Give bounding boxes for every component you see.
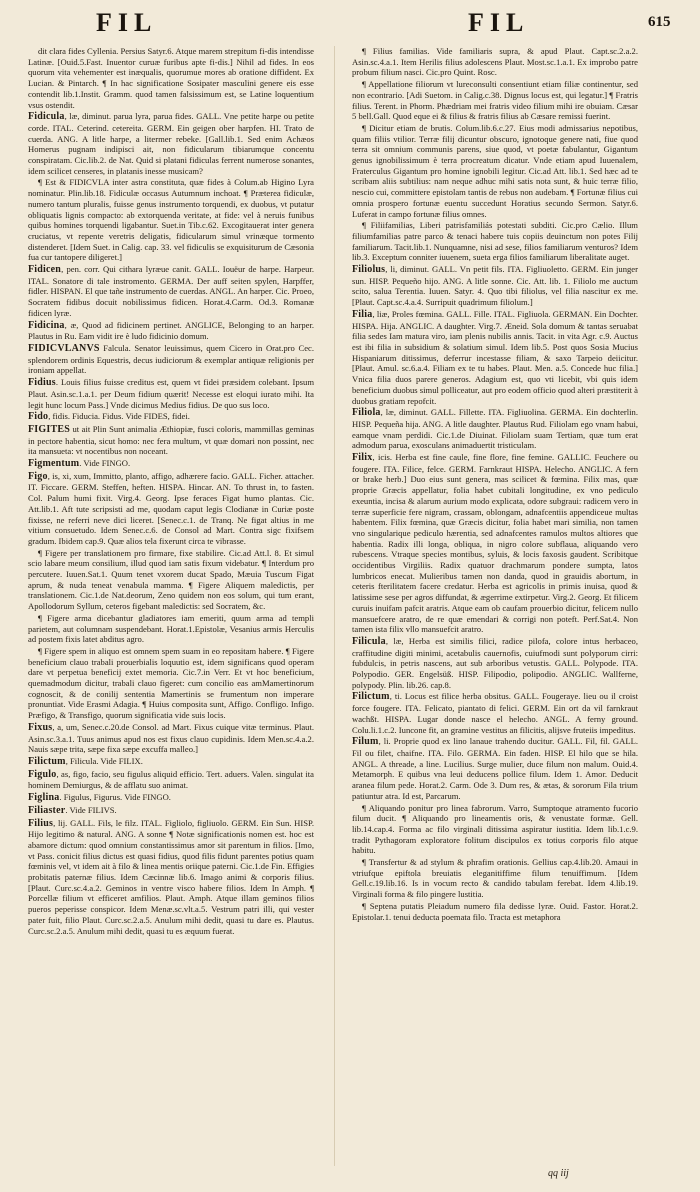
entry-text: , as, figo, facio, seu figulus aliquid efficio. Tert. aduers. Valen. singulat ita hominem Demiurgus, & de afflatu suo animat. bbox=[28, 768, 314, 791]
dictionary-entry bbox=[28, 792, 314, 804]
entry-text: , liæ, Proles fœmina. GALL. Fille. ITAL. Figliuola. GERMAN. Ein Dochter. HISPA. Hija. ANGLIC. A daughter. Virg.7. Æneid. Sola domum & tantas seruabat filia sedes Iam matura viro, iam plenis nubilis annis. Tacit. in vita Agr. c.9. Auctus est ibi filia in subsidium & solatium simul. Idem lib.5. Post quos Sosia Mucius Hispaniarum ditissimus, deferrur incestasse filiam, & saxo Tarpeio deiicitur. [Plaut. Amul. sc.6.a.4. Filiam ex te tu habes. Plaut. Men. a.5. Concede huc filia.] Vnica filia duos parere generos. Adagium est, quo vti licebit, vbi quis idem beneficium duobus simul polliceatur, aut pro eodem officio quod alteri præstiterit à duobus gratiam repofcit. bbox=[352, 308, 638, 406]
dictionary-entry bbox=[352, 407, 638, 451]
entry-text: ¶ Filius familias. Vide familiaris supra, & apud Plaut. Capt.sc.2.a.2. Asin.sc.4.a.1. Item Herilis filius adolescens Plaut. Most.sc.1.a.1. Ex improbo patre probum filium nasci. Cic.pro Quint. Rosc. bbox=[352, 46, 638, 78]
left-column bbox=[28, 46, 314, 1166]
dictionary-entry bbox=[28, 548, 314, 612]
entry-text: , lij. GALL. Fils, le filz. ITAL. Figliolo, figliuolo. GERM. Ein Sun. HISP. Hijo legitimo & natural. ANG. A sonne ¶ Notæ significationis nomen est. hoc est abamore dictum: quod omnium constantissimus amor sit parentum in filios. [Imo, vt Pass. conicit filius dictus est quasi fidius, quod filis fidunt parentes potius quam fœminis vel, vt idem ait à filo & linea mentis oriique paterni. Cic.1.de Fin. Effigies probitatis paternæ filius. Idem Cæcinnæ lib.6. Imago animi & corporis filius. [Plaut. Curc.sc.4.a.2. Geminos in ventre visco habere filios. Idem In Amph. ¶ Porcellæ filium vt efficeret amfilios. Plaut. Amph. Atque illam geminos filios pueros peperisse conspicor. Idem Menæ.sc.vlt.a.5. Vestrum patri illi, qui vester pater fuit, filio Plaut. Curc.sc.2.a.5. Anulum mihi dedit, quasi tu dare es. Plautus. Curc.sc.2.a.5. Anulum mihi dedit, quasi tu es æquum fuerat. bbox=[28, 817, 314, 936]
entry-text: Falcula. Senator leuissimus, quem Cicero in Orat.pro Cec. splendorem ordinis Equestris, decus iudiciorum & exemplar antiquæ religionis per ironiam appellat. bbox=[28, 342, 314, 376]
dictionary-entry bbox=[352, 79, 638, 122]
entry-text: , li. Proprie quod ex lino lanaue trahendo ducitur. GALL. Fil, fil. GALL. Fil ou filet, chaifne. ITA. Filo. GERMA. Ein faden. HISP. El hilo que se hila. ANGL. A threade, a line. Lucilius. Surge mulier, duce filum non malum. Ouid.4. Metamorph. E quibus vna leui deducens pollice filum. Idem 1. Amor. Deducit aranea filum pede. Horat.2. Carm. Ode 3. Dum res, & ætas, & sororum Fila trium patiuntur atra. Id est, Parcarum. bbox=[352, 736, 638, 801]
entry-headword: Figlina bbox=[28, 792, 60, 804]
dictionary-entry bbox=[28, 756, 314, 768]
entry-headword: FIGITES bbox=[28, 423, 70, 435]
entry-headword: Fidius bbox=[28, 377, 56, 389]
entry-headword: Filia bbox=[352, 308, 373, 320]
entry-text: . Louis filius fuisse creditus est, quem vt fidei præsidem colebant. Ipsum Plaut. Asin.sc.1.a.1. per Deum fidium quærit! Necesse est eloqui iurato mihi. Ita legit hunc locum Pass.] Vnde dicimus Medius fidius. De quo sus loco. bbox=[28, 377, 314, 410]
entry-headword: Figulo bbox=[28, 768, 57, 780]
entry-text: , a, um, Senec.c.20.de Consol. ad Mart. Fixus cuique vitæ terminus. Plaut. Asin.sc.3.a.1. Tuus animus apud nos est fixus clauo cupidinis. Idem Men.sc.4.a.2. Nauis sæpe trita, sæpe fixa sæpe excuffa malleo.] bbox=[28, 721, 314, 755]
running-head-right: FIL bbox=[468, 8, 530, 37]
dictionary-entry bbox=[28, 424, 314, 457]
entry-text: , læ, diminut. GALL. Fillette. ITA. Figliuolina. GERMA. Ein dochterlin. HISP. Pequeña hija. ANG. A litle daughter. Plautus Rud. Filiolam ego vnam habui, eamque vnam perdidi. Cic.1.de Diuinat. Filiolam suam Tertiam, quæ tum erat admodum parua, exosculans animaduertit tristiculam. bbox=[352, 407, 638, 451]
dictionary-entry bbox=[352, 691, 638, 735]
dictionary-entry bbox=[28, 722, 314, 755]
dictionary-entry bbox=[352, 803, 638, 857]
entry-text: . Vide FINGO. bbox=[79, 458, 131, 469]
entry-headword: Fidicen bbox=[28, 264, 62, 276]
entry-text: , pen. corr. Qui cithara lyræue canit. GALL. Iouëur de harpe. Harpeur. ITAL. Sonatore di tale instromento. GERMA. Der auff seiten spylen, Harpffer, fidler. HISPAN. El que tañe instrumento de cuerdas. ANGL. An harper. Cic. Proeo, Socratem fidibus docuit nobilissimus fidicen. Horat.4.Carm. Od.3. Romanæ fidicen lyræ. bbox=[28, 264, 314, 318]
column-gutter bbox=[334, 46, 335, 1166]
dictionary-entry bbox=[28, 343, 314, 376]
dictionary-entry bbox=[28, 177, 314, 263]
entry-headword: Figo bbox=[28, 470, 48, 482]
entry-text: , fidis. Fiducia. Fidus. Vide FIDES, fidei. bbox=[48, 411, 190, 422]
entry-text: , is, xi, xum, Immitto, planto, affigo, adhærere facio. GALL. Ficher. attacher. IT. Ficcare. GERM. Steffen, heften. HISPA. Hincar. AN. To thrust in, to fasten. Col. Palum humi fixit. Virg.4. Georg. Ipse feraces Figat humo plantas. Cic. Att.lib.1. Aft tute scripsisti ad me, quodam caput legis Clodianæ in Curiæ poste fixisse, ne referri neve dici liceret. [Senec.c.1. de Tranq. Ne figat altius in me vitium consuetudo. Idem Senec.c.6. de Consol ad Mart. Contra sigc fixifsem gradum. Ibidem cap.9. Quæ alios tela fixerunt circa te vibrasse. bbox=[28, 470, 314, 546]
entry-headword: Fido bbox=[28, 411, 49, 423]
entry-text: ut ait Plin Sunt animalia Æthiopiæ, fusci coloris, mammillas geminas in pectore habentia, sicut homo: nec fera multum, vt quæ domari non possint, nec ita mansueta: vt nocentibus non noceant. bbox=[28, 423, 314, 457]
entry-headword: Filicula bbox=[352, 635, 386, 647]
page-number: 615 bbox=[648, 14, 671, 30]
dictionary-entry bbox=[28, 46, 314, 110]
entry-headword: Filiaster bbox=[28, 804, 66, 816]
entry-text: ¶ Figere arma dicebantur gladiatores iam emeriti, quum arma ad templi parietem, aut columnam suspendebant. Horat.1.Epistolæ, Vesanius armis Herculis ad postem fixis latet abditus agro. bbox=[28, 612, 314, 645]
entry-text: , Filicula. Vide FILIX. bbox=[65, 756, 143, 766]
entry-text: ¶ Filiifamilias, Liberi patrisfamiliás potestati subditi. Cic.pro Cælio. Illum filiumfamilias patre parco & tenaci habere tuis copiis deuinctum non potes Filij familiarum. Tacit.lib.1. Nunquamne, nisi ad sese, filios familiarum venturos? Idem lib.3. Exceptum conniter iuuenem, sueta erga filios familiarum liberalitate auget. bbox=[352, 220, 638, 263]
dictionary-entry bbox=[352, 857, 638, 900]
dictionary-entry bbox=[28, 458, 314, 470]
dictionary-entry bbox=[352, 736, 638, 801]
entry-text: , icis. Herba est fine caule, fine flore, fine femine. GALLIC. Feuchere ou fougere. ITA. Filice, felce. GERM. Farnkraut HISPA. Helecho. ANGLIC. A fern or brake herb.] Duo eius sunt genera, mas scilicet & fœmina. Filix mas, quæ proprie Græcis appellatur, folia habet cubitali longitudine, ex vno pediculo exeuntia, incisa & alarum aurium modo explicata, odore subgraui: radicem vero in terræ superficie fere nigram, crassam, oblongam, adnafcentiis appendiceue multas habentem. Filix fœmina, quæ Græcis dicitur, folia habet mari similia, non tamen vno singularique pediculo hærentia, sed adnafcentes ramulos multos altiores que habentia. Radix illi longa, obliqua, in nigro colore subflaua, aliquando vero rubescens. Vtraque species montibus, syluis, & locis faxosis gaudent. Scribitque occidentibus Virgiliis. Radix quatuor drachmarum pondere sumpta, latos lumbricos enecat. Mulieribus tamen non danda, quod in grauidis abortum, in ceteris fterilitatem facere credatur. Herba est agricolis in primis inuisa, quod & latissime sese per agros diffundat, & ægerrime extirpetur. Virg.2. Georg. Et filicem curuis inuifam pafcit aratris. Atque eam ob caufam prouerbio dicitur, felicem nullo mansuefcere aratro, de re quæ emendari & corrigi non poteft. Perf.Sat.4. Non tamen ista filix vllo mansuefcit aratro. bbox=[352, 452, 638, 635]
dictionary-entry bbox=[352, 309, 638, 406]
dictionary-entry bbox=[28, 646, 314, 721]
entry-text: . Vide FILIVS. bbox=[65, 804, 117, 815]
entry-text: . Figulus, Figurus. Vide FINGO. bbox=[59, 792, 171, 803]
entry-headword: Fidicina bbox=[28, 319, 65, 331]
entry-headword: Filiolus bbox=[352, 264, 386, 276]
dictionary-entry bbox=[28, 377, 314, 410]
entry-headword: Fixus bbox=[28, 721, 53, 733]
dictionary-entry bbox=[352, 636, 638, 691]
entry-text: ¶ Aliquando ponitur pro linea fabrorum. Varro, Sumptoque atramento fucorio filum ducit. ¶ Aliquando pro lineamentis oris, & venustate formæ. Gell. lib.14.cap.4. Forma ac filo virginali ditissima aspiratur iustitia. Idem lib.1.c.9. tradit Pythagoram exploratore folitum discipulos ex totius corporis filo atque habitu. bbox=[352, 802, 638, 856]
dictionary-entry bbox=[352, 901, 638, 922]
entry-text: ¶ Figere per translationem pro firmare, fixe stabilire. Cic.ad Att.l. 8. Et simul scio labare meum consilium, illud quod iam satis fixum videbatur. ¶ Interdum pro percutere. Iuuen.Sat.1. Quum tenet vxorem ducat Spado, Mæuia Tuscum Figat aprum, & nuda teneat venabula mamma. ¶ Figere Aliquem maledictis, per translationem. Cic.1.de Nat.deorum, Zeno quidem non eos solum, qui tum erant, Apollodorum Syllum, ceteros figebant maledictis: sed Socratem, &c. bbox=[28, 547, 314, 612]
dictionary-entry bbox=[28, 769, 314, 791]
dictionary-entry bbox=[28, 613, 314, 645]
dictionary-entry bbox=[352, 452, 638, 635]
entry-headword: Filictum bbox=[352, 691, 390, 703]
entry-text: ¶ Transfertur & ad stylum & phrafim orationis. Gellius cap.4.lib.20. Amaui in vtriufque epiftola breuiatis eleganitiffime filum tenuiffimum. [Idem Gell.c.19.lib.16. Is in vocum recto & candido tabulam ferebat. Idem 4.lib.19. Virginali forma & filo pingere lustitia. bbox=[352, 857, 638, 900]
entry-headword: Filius bbox=[28, 817, 54, 829]
entry-headword: Filictum bbox=[28, 756, 66, 767]
dictionary-entry bbox=[28, 111, 314, 176]
entry-headword: Filum bbox=[352, 736, 379, 748]
entry-text: ¶ Appellatione filiorum vt lureconsulti consentiunt etiam filiæ continentur, sed non econtrario. [Adi Suetom. in Calig.c.38. Dignus locus est, qui legatur.] ¶ Fratris filius. Terent. in Phorm. Phædriam mei fratris video filium mihi ire obuiam. Cæsar 5 bell.Gall. Quod eque ei & filius & fratris filius ab Cæsare remissi fuerint. bbox=[352, 79, 638, 122]
entry-headword: FIDICVLANVS bbox=[28, 342, 100, 354]
entry-text: , ti. Locus est filice herba obsitus. GALL. Fougeraye. lieu ou il croist force fougere. ITA. Felicato, piantato di felici. GERM. Ein ort da vil farnkraut wachßt. HISPA. Lugar donde nasce el helecho. ANGL. A ferny ground. Colu.li.1.c.2. Iuncone fit, an gramine vestitus an filicitis, alijsve fruteiis impeditus. bbox=[352, 691, 638, 735]
entry-headword: Filix bbox=[352, 452, 373, 464]
dictionary-entry bbox=[352, 264, 638, 308]
entry-headword: Figmentum bbox=[28, 458, 80, 470]
entry-text: ¶ Dicitur etiam de brutis. Colum.lib.6.c.27. Eius modi admissarius nepotibus, quam filiis vtilior. Terræ filij dicuntur obscuro, ignotoque genere nati, fiue quod terra sit omnium communis parens, siue quod, vt poetæ fabulantur, Gigantum genus ignobilissimum è terra procreatum dicatur. Vnde etiam apud Iuuenalem, Fraterculus Gigantum pro homine ignobili legitur. Cic.ad Att. lib.1. Sed hæc ad te scribam aliis subtilius: nam neque adhuc mihi satis nota sunt, & huic terræ filio, nescio cui, committere epistolam tantis de rebus non audebam. ¶ Fortunæ filius cui omnia prospero fortunæ euentu succedunt Horatius secundo Sermon. Satyr.6. Luferat in campo fortunæ filius omnes. bbox=[352, 122, 638, 219]
entry-text: ¶ Figere spem in aliquo est omnem spem suam in eo repositam habere. ¶ Figere beneficium clauo trabali prouerbialis loquutio est, idem significans quod operam dare vt perpetua beneficij extet memoria. Cic.7.in Verr. Et vt hoc beneficium, quemadmodum dicitur, trabali clauo figeret: cum concilio eas amMamertinorum cognoscit, & de conilij sententia Mamertinis se frumentum non imperare pronuntiat. Vide Erasmi Adagia. ¶ Huius composita sunt, Affigo. Confligo. Infigo. Præfigo, & Transfigo, quorum significatia vide suis locis. bbox=[28, 645, 314, 721]
dictionary-entry bbox=[28, 805, 314, 817]
dictionary-entry bbox=[28, 320, 314, 342]
entry-headword: Filiola bbox=[352, 407, 381, 419]
entry-text: ¶ Septena putatis Pleiadum numero fila dedisse lyræ. Ouid. Fastor. Horat.2. Epistolar.1. tenui deducta poemata filo. Tracta est metaphora bbox=[352, 900, 638, 922]
entry-text: , li, diminut. GALL. Vn petit fils. ITA. Figliuoletto. GERM. Ein junger sun. HISP. Pequeño hijo. ANG. A litle sonne. Cic. Att. lib. 1. Filiolo me auctum scito, salua Terentia. Iuuen. Satyr. 4. Quo tibi filiolus, vel filia nascitur ex me. [Plaut. Capt.sc.4.a.4. Surripuit quadrimum filiolum.] bbox=[352, 264, 638, 308]
dictionary-entry bbox=[28, 411, 314, 423]
entry-text: , læ, Herba est similis filici, radice pilofa, colore intus herbaceo, craffitudine digiti minimi, acetabulis cauernofis, cuiufmodi sunt polyporum cirri: fubdulcis, in petris nascens, aut sub arboribus vetustis. GALL. Polypode. ITA. Polypodio. GER. Engelsüß. HISP. Filipodio, polipodio. ANGLIC. Wallferne, polypody. Plin. lib.26. cap.8. bbox=[352, 635, 638, 690]
dictionary-entry bbox=[352, 220, 638, 263]
dictionary-entry bbox=[28, 264, 314, 319]
entry-headword: Fidicula bbox=[28, 111, 65, 123]
right-column bbox=[352, 46, 638, 1166]
entry-text: , æ, Quod ad fidicinem pertinet. ANGLICE, Belonging to an harper. Plautus in Ru. Eam vidit ire è ludo fidicinio domum. bbox=[28, 319, 314, 342]
entry-text: dit clara fides Cyllenia. Persius Satyr.6. Atque marem strepitum fi-dis intendisse Latinæ. [Ouid.5.Fast. Inuentor curuæ furibus apte fi-dis.] Nihil ad fides. In eos quorum vita vehementer est inæqualis, quorumue mores ab oratione diffident. Ex Lucian. & Pintarch. ¶ In hac significatione Sosipater masculini genere eis esse contendit lib.1.Instit. Gramm. quod tamen falsissimum est, se Latine loquentium vsus ostendit. bbox=[28, 46, 314, 110]
dictionary-entry bbox=[352, 123, 638, 219]
entry-text: ¶ Est & FIDICVLA inter astra constituta, quæ fides à Colum.ab Higino Lyra nominatur. Plin.lib.18. Fidiculæ occasus Autumnum inchoat. ¶ Præterea fidiculæ, numero tantum pluralis, fuisse genus instrumento torquendi, ex duobus, vt putatur obliquatis lignis compacto: ab extorquenda veritate, at fide: vel à neruis funibus quibus homines torquendi ligabantur. Suet.in Tib.c.62. Excogitauerat inter genera cruciatus, vt repente veretris deligatis, fidicularum simul vrinæque tormento distenderet. [Idem Suet. in Calig. cap. 33. vel fidiculis se exquisiturum de Cæsonia fua cur tantopere diligeret.] bbox=[28, 177, 314, 263]
entry-text: , læ, diminut. parua lyra, parua fides. GALL. Vne petite harpe ou petite corde. ITAL. Ceterind. cetereita. GERM. Ein geigen ober harpfen. HI. Trato de cuerda. ANG. A litle harpe, a litermer rebeke. [Gall.lib.1. Sed enim Achæos Homerus pugnam indipisci ait, non fidicularum tibiarumque concentu conspiratam. Cic.lib.2. de Nat. Quid si platani fidiculas ferrent numerose sonantes, idem scilicet censeres, in platanis inesse musicam? bbox=[28, 111, 314, 176]
dictionary-entry bbox=[28, 471, 314, 547]
signature-mark: qq iij bbox=[548, 1168, 569, 1179]
dictionary-entry bbox=[28, 818, 314, 937]
dictionary-entry bbox=[352, 46, 638, 78]
running-head-left: FIL bbox=[96, 8, 158, 37]
